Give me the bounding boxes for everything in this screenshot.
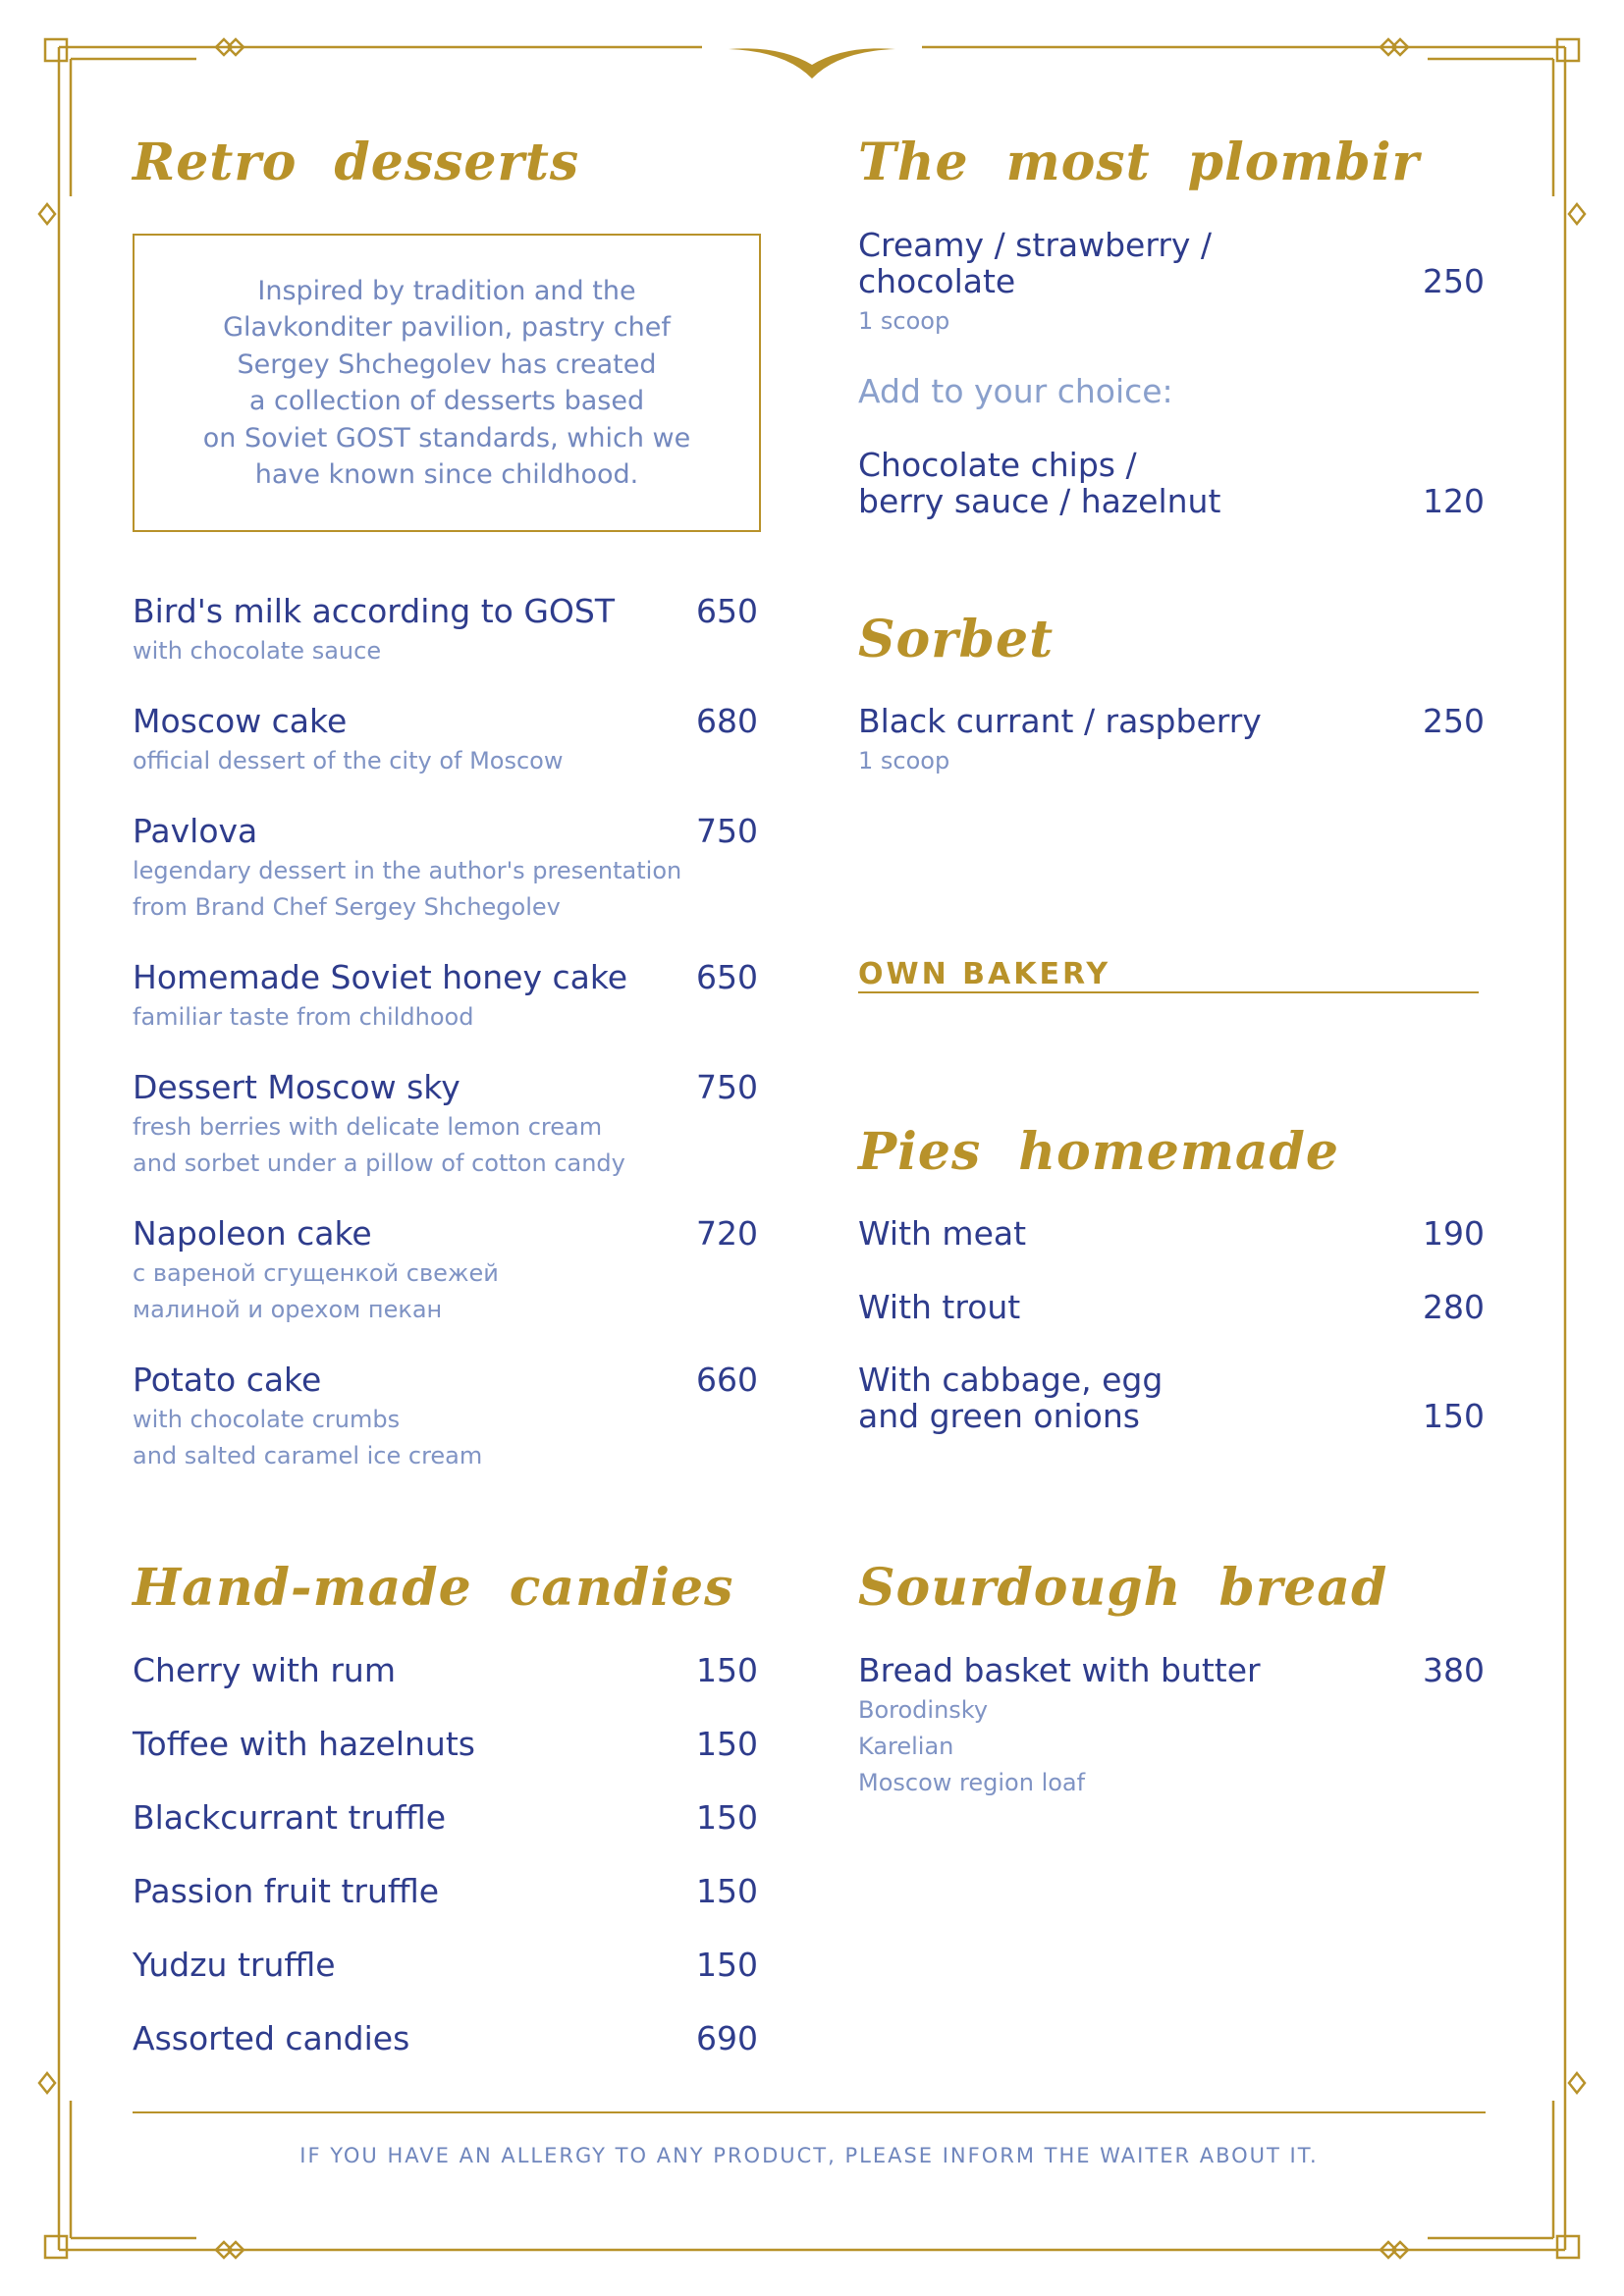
title-word: most [1005,133,1151,192]
menu-item-price: 150 [696,1798,758,1837]
intro-text: Inspired by tradition and the Glavkonditer pavilion, pastry chef Sergey Shchegolev has created a collection of desserts based on Soviet GOST standards, which we have known since childhood. [202,275,691,490]
menu-item-desc: fresh berries with delicate lemon cream [133,1113,603,1141]
sorbet-title: Sorbet [858,610,1055,669]
menu-item-name: Yudzu truffle [133,1946,336,1984]
menu-item-desc: with chocolate crumbs [133,1406,401,1433]
retro-desserts-title [133,133,617,192]
menu-item-name: Pavlova [133,812,258,850]
menu-item-price: 380 [1423,1651,1485,1689]
menu-item-price: 280 [1423,1288,1485,1326]
menu-item-price: 680 [696,702,758,740]
menu-item-price: 150 [696,1946,758,1984]
menu-item-name: Napoleon cake [133,1214,372,1253]
title-word: Pies [858,1122,982,1182]
menu-item-desc: familiar taste from childhood [133,1003,474,1031]
addon-label: Add to your choice: [858,372,1173,410]
candies-title [133,1558,771,1618]
menu-item-name: Chocolate chips / [858,446,1137,484]
footer-divider [133,2111,1486,2113]
menu-item-name: Bread basket with butter [858,1651,1261,1689]
pies-title [858,1122,1377,1182]
menu-item-name: Cherry with rum [133,1651,396,1689]
allergy-notice: IF YOU HAVE AN ALLERGY TO ANY PRODUCT, PLEASE INFORM THE WAITER ABOUT IT. [299,2144,1319,2167]
menu-item-price: 250 [1423,702,1485,740]
title-word: The [858,133,969,192]
menu-item-desc: from Brand Chef Sergey Shchegolev [133,893,561,921]
menu-item-price: 690 [696,2019,758,2057]
menu-item-name: chocolate [858,262,1016,300]
menu-item-price: 750 [696,1068,758,1106]
menu-item-desc: Karelian [858,1733,954,1760]
intro-box [133,234,761,532]
menu-item-name: Assorted candies [133,2019,410,2057]
menu-item-price: 660 [696,1361,758,1399]
menu-item-name: berry sauce / hazelnut [858,482,1221,520]
menu-item-desc: 1 scoop [858,307,950,335]
menu-item-name: Dessert Moscow sky [133,1068,460,1106]
menu-item-name: Potato cake [133,1361,322,1399]
title-word: desserts [334,133,580,192]
title-word: Hand-made [133,1558,472,1618]
menu-item-desc: Moscow region loaf [858,1769,1086,1796]
menu-item-price: 190 [1423,1214,1485,1253]
menu-item-name: With meat [858,1214,1027,1253]
menu-item-desc: official dessert of the city of Moscow [133,747,564,774]
menu-item-name: Bird's milk according to GOST [133,592,616,630]
menu-item-name: Blackcurrant truffle [133,1798,447,1837]
menu-item-price: 150 [696,1725,758,1763]
menu-item-desc: Borodinsky [858,1696,989,1724]
menu-item-name: With trout [858,1288,1021,1326]
menu-item-desc: and salted caramel ice cream [133,1442,483,1469]
title-word: candies [509,1558,734,1618]
menu-item-price: 650 [696,592,758,630]
menu-item-desc: с вареной сгущенкой свежей [133,1259,499,1287]
menu-item-name: and green onions [858,1397,1140,1435]
menu-item-name: Passion fruit truffle [133,1872,440,1910]
bread-title [858,1558,1425,1618]
menu-item-name: Black currant / raspberry [858,702,1262,740]
title-word: homemade [1018,1122,1339,1182]
title-word: Sourdough [858,1558,1182,1618]
menu-item-desc: with chocolate sauce [133,637,382,665]
menu-item-price: 750 [696,812,758,850]
menu-item-name: Creamy / strawberry / [858,226,1213,264]
title-word: bread [1218,1558,1388,1618]
menu-item-desc: 1 scoop [858,747,950,774]
title-word: Retro [133,133,298,192]
menu-item-price: 150 [1423,1397,1485,1435]
menu-item-price: 650 [696,958,758,996]
menu-item-name: Toffee with hazelnuts [133,1725,475,1763]
menu-item-price: 720 [696,1214,758,1253]
menu-item-price: 150 [696,1872,758,1910]
menu-item-desc: and sorbet under a pillow of cotton candy [133,1149,625,1177]
menu-item-price: 150 [696,1651,758,1689]
menu-item-name: Moscow cake [133,702,348,740]
menu-item-name: With cabbage, egg [858,1361,1164,1399]
menu-item-price: 250 [1423,262,1485,300]
own-bakery-heading: OWN BAKERY [858,958,1479,993]
menu-item-price: 120 [1423,482,1485,520]
menu-item-name: Homemade Soviet honey cake [133,958,628,996]
title-word: plombir [1187,133,1420,192]
plombir-title [858,133,1457,192]
menu-item-desc: legendary dessert in the author's presentation [133,857,682,884]
menu-item-desc: малиной и орехом пекан [133,1296,443,1323]
